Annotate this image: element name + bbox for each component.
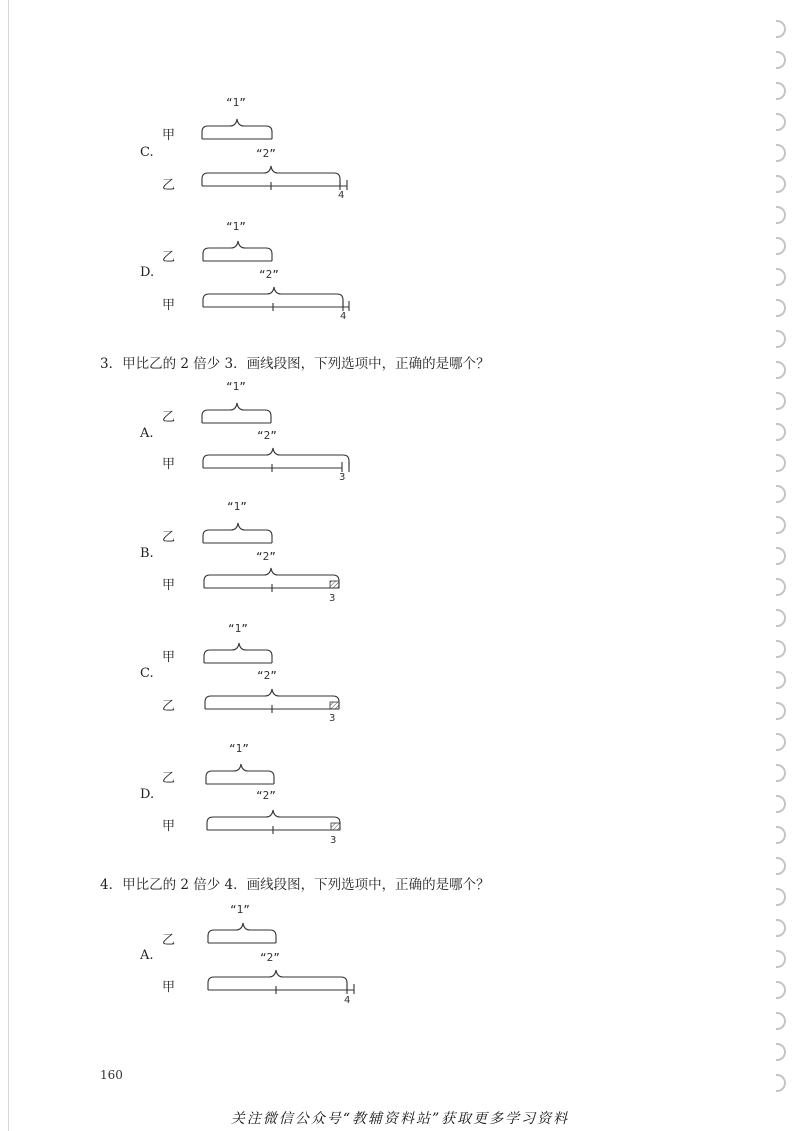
name-label-bottom: 乙 — [162, 178, 176, 193]
tick-label: 3 — [329, 593, 336, 604]
name-label-bottom: 甲 — [162, 457, 176, 472]
option-label: A. — [140, 426, 154, 441]
brace-bottom — [208, 970, 347, 990]
name-label-top: 乙 — [162, 410, 176, 425]
name-label-top: 甲 — [162, 128, 176, 143]
name-label-bottom: 甲 — [162, 298, 176, 313]
segment-label-2: “2” — [257, 429, 277, 442]
name-label-bottom: 乙 — [162, 699, 176, 714]
name-label-bottom: 甲 — [162, 819, 176, 834]
name-label-bottom: 甲 — [162, 578, 176, 593]
tick-label: 3 — [329, 713, 336, 724]
tick-label: 4 — [338, 190, 345, 201]
segment-label-2: “2” — [256, 550, 276, 563]
segment-label-1: “1” — [230, 903, 250, 916]
option-label: C. — [140, 145, 154, 160]
option-label: D. — [140, 787, 155, 802]
question-4-text: 4．甲比乙的 2 倍少 4．画线段图，下列选项中，正确的是哪个？ — [100, 877, 490, 893]
option-label: C. — [140, 666, 154, 681]
footer-notice: 关注微信公众号“教辅资料站”获取更多学习资料 — [230, 1111, 570, 1127]
name-label-top: 乙 — [162, 771, 176, 786]
segment-label-1: “1” — [227, 500, 247, 513]
option-label: A. — [140, 948, 154, 963]
tick-label: 4 — [344, 995, 351, 1006]
segment-label-1: “1” — [228, 622, 248, 635]
option-label: B. — [140, 546, 154, 561]
page-number: 160 — [100, 1068, 123, 1082]
segment-label-1: “1” — [226, 220, 246, 233]
segment-label-2: “2” — [259, 268, 279, 281]
name-label-top: 乙 — [162, 530, 176, 545]
brace-top — [208, 923, 276, 943]
segment-label-1: “1” — [229, 742, 249, 755]
segment-label-1: “1” — [226, 380, 246, 393]
name-label-bottom: 甲 — [162, 980, 176, 995]
segment-label-2: “2” — [260, 951, 280, 964]
name-label-top: 乙 — [162, 933, 176, 948]
segment-label-2: “2” — [256, 147, 276, 160]
option-label: D. — [140, 265, 155, 280]
segment-label-1: “1” — [226, 96, 246, 109]
name-label-top: 乙 — [162, 250, 176, 265]
question-3-text: 3．甲比乙的 2 倍少 3．画线段图，下列选项中，正确的是哪个？ — [100, 356, 490, 372]
tick-label: 3 — [339, 472, 346, 483]
segment-label-2: “2” — [256, 789, 276, 802]
segment-label-2: “2” — [257, 669, 277, 682]
name-label-top: 甲 — [162, 650, 176, 665]
tick-label: 4 — [340, 311, 347, 322]
tick-label: 3 — [330, 835, 337, 846]
